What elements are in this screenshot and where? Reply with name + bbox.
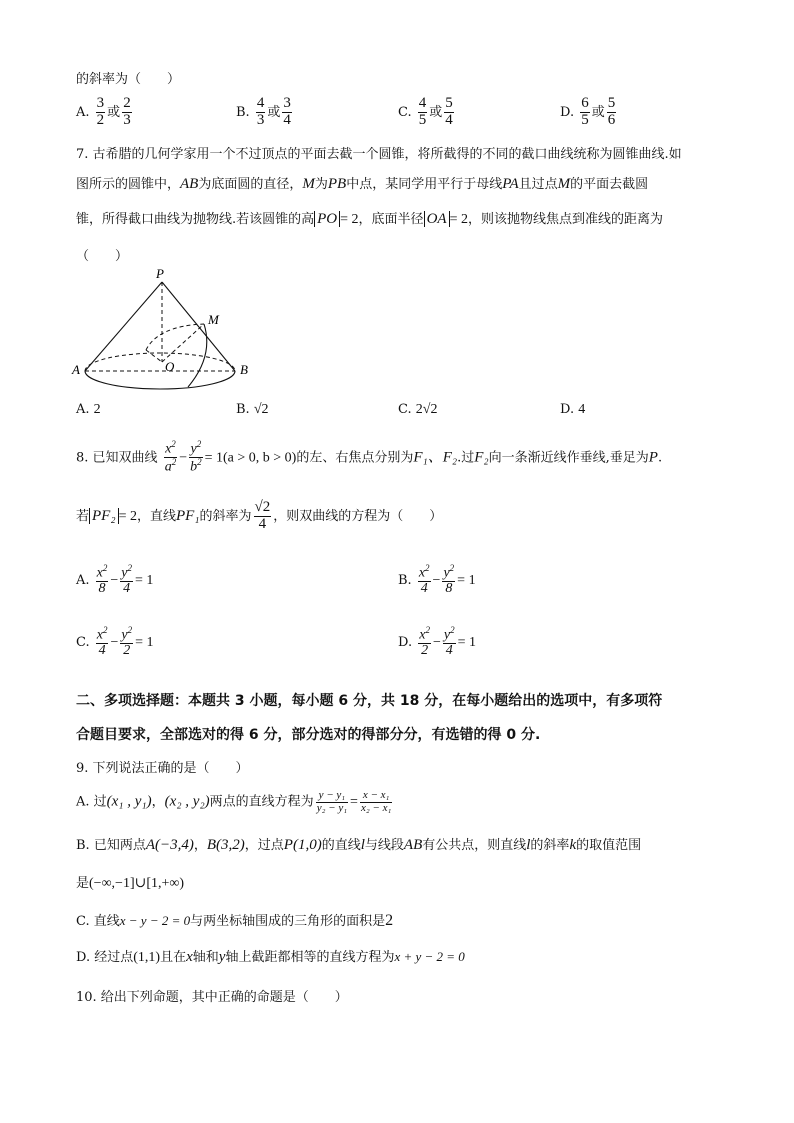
q6-option-a[interactable]: A. $\frac{3}{2}$ 或 $\frac{2}{3}$: [76, 95, 131, 128]
fraction-x2-a2: $\frac{x^2}{a^2}$: [164, 439, 177, 475]
option-label: D.: [560, 104, 575, 120]
q7-line-1: 7. 古希腊的几何学家用一个不过顶点的平面去截一个圆锥，将所截得的不同的截口曲线统称为圆锥曲线.如: [76, 147, 682, 162]
label-m: M: [208, 312, 219, 327]
q9-option-c[interactable]: C. 直线x − y − 2 = 0与两坐标轴围成的三角形的面积是2: [76, 912, 394, 929]
q7-line-2: 图所示的圆锥中，AB为底面圆的直径，M为PB中点，某同学用平行于母线PA且过点M的平面去截圆: [76, 176, 649, 192]
question-6-stem-tail: 的斜率为（ ）: [76, 72, 181, 87]
option-label: C.: [398, 104, 412, 120]
fraction: $\frac{3}{2}$: [96, 95, 105, 128]
q8-option-a[interactable]: A. $\frac{x^2}{8}$ − $\frac{y^2}{4}$ = 1: [76, 563, 154, 597]
fraction: $\frac{5}{4}$: [445, 95, 453, 128]
section-2-heading-line-2: 合题目要求，全部选对的得 6 分，部分选对的得部分分，有选错的得 0 分.: [76, 727, 541, 743]
q8-line-1: 8. 已知双曲线 $\frac{x^2}{a^2}$ − $\frac{y^2}{b^2}$ = 1(a > 0, b > 0)的左、右焦点分别为F₁、F₂.过F₂向一条渐近线作垂线,垂足为P.: [76, 439, 663, 475]
q7-line-3: 锥，所得截口曲线为抛物线.若该圆锥的高 PO = 2，底面半径 OA = 2，则该抛物线焦点到准线的距离为: [76, 211, 663, 227]
q9-option-a[interactable]: A. 过(x₁ , y₁)，(x₂ , y₂)两点的直线方程为 $\frac{\text{y − y₁}}{\text{y₂ − y₁}}$ = $\frac{\text{x − x₁}}{\text{x₂ − x₁}}$: [76, 789, 392, 814]
cone-figure: [68, 266, 268, 396]
q8-line-2: 若 PF₂ = 2，直线PF₁的斜率为 $\frac{√2}{4}$ ，则双曲线的方程为（ ）: [76, 499, 443, 532]
fraction: $\frac{4}{5}$: [418, 95, 427, 128]
fraction-y2-b2: $\frac{y^2}{b^2}$: [190, 439, 202, 475]
q7-option-d[interactable]: D. 4: [560, 402, 586, 417]
label-o: O: [165, 359, 175, 374]
fraction: $\frac{4}{3}$: [256, 95, 265, 128]
q6-option-d[interactable]: D. $\frac{6}{5}$ 或 $\frac{5}{6}$: [560, 95, 616, 128]
label-p: P: [156, 266, 164, 281]
q9-option-b-line-1[interactable]: B. 已知两点A(−3,4)，B(3,2)，过点P(1,0)的直线l与线段AB有公共点，则直线l的斜率k的取值范围: [76, 837, 642, 853]
fraction-slope: $\frac{√2}{4}$: [254, 499, 271, 532]
q9-option-b-line-2: 是(−∞,−1]∪[1,+∞): [76, 876, 185, 891]
option-label: B.: [236, 104, 250, 120]
q9-option-d[interactable]: D. 经过点(1,1)且在x轴和y轴上截距都相等的直线方程为x + y − 2 = 0: [76, 949, 465, 965]
q7-answer-parens: （ ）: [76, 249, 129, 264]
q7-option-a[interactable]: A. 2: [76, 402, 101, 417]
fraction: $\frac{6}{5}$: [581, 95, 589, 128]
q10-stem: 10. 给出下列命题，其中正确的命题是（ ）: [76, 990, 348, 1005]
fraction: $\frac{3}{4}$: [283, 95, 291, 128]
q9-stem: 9. 下列说法正确的是（ ）: [76, 761, 249, 776]
option-label: A.: [76, 104, 90, 120]
label-a: A: [72, 362, 80, 377]
q7-option-b[interactable]: B. √2: [236, 402, 269, 417]
q8-option-c[interactable]: C. $\frac{x^2}{4}$ − $\frac{y^2}{2}$ = 1: [76, 625, 154, 659]
q8-option-d[interactable]: D. $\frac{x^2}{2}$ − $\frac{y^2}{4}$ = 1: [398, 625, 476, 659]
q7-option-c[interactable]: C. 2√2: [398, 402, 438, 417]
q6-option-b[interactable]: B. $\frac{4}{3}$ 或 $\frac{3}{4}$: [236, 95, 291, 128]
section-2-heading-line-1: 二、多项选择题：本题共 3 小题，每小题 6 分，共 18 分，在每小题给出的选项中，有多项符: [76, 693, 663, 709]
fraction: $\frac{5}{6}$: [607, 95, 616, 128]
q6-option-c[interactable]: C. $\frac{4}{5}$ 或 $\frac{5}{4}$: [398, 95, 453, 128]
q8-option-b[interactable]: B. $\frac{x^2}{4}$ − $\frac{y^2}{8}$ = 1: [398, 563, 476, 597]
fraction: $\frac{2}{3}$: [123, 95, 131, 128]
label-b: B: [240, 362, 248, 377]
